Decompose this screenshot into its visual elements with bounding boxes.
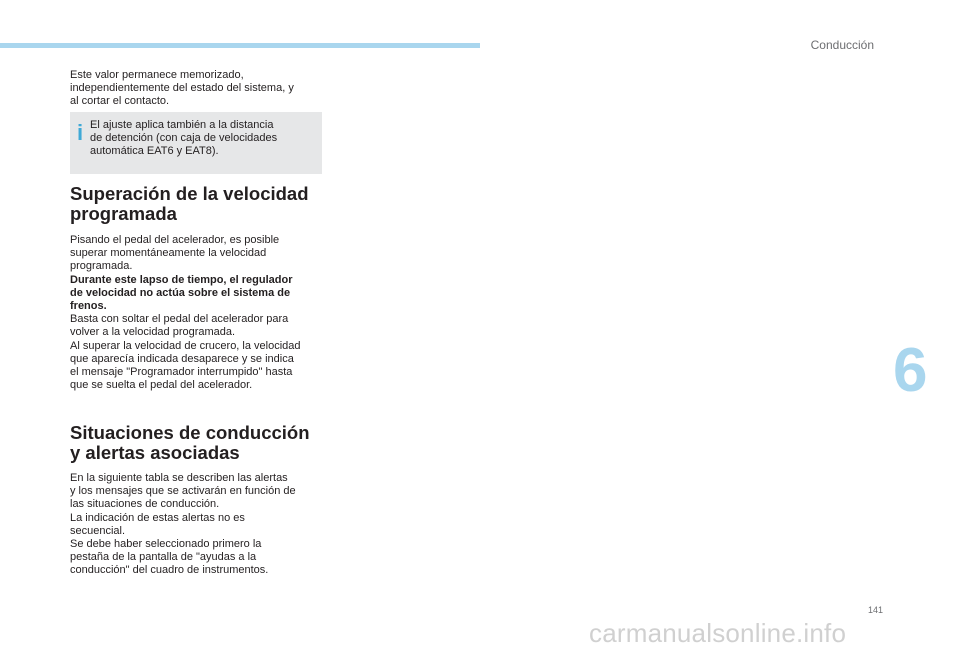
body-line: superar momentáneamente la velocidad <box>70 247 267 260</box>
info-icon: i <box>77 120 84 145</box>
body-line: volver a la velocidad programada. <box>70 326 236 339</box>
body-line: que aparecía indicada desaparece y se indica <box>70 352 294 365</box>
body-line: secuencial. <box>70 524 126 537</box>
section-name: Conducción <box>810 38 874 52</box>
info-note <box>70 112 322 174</box>
body-line-bold: de velocidad no actúa sobre el sistema de <box>70 286 291 299</box>
intro-paragraph <box>70 69 326 109</box>
note-line: de detención (con caja de velocidades <box>90 132 278 145</box>
note-line: automática EAT6 y EAT8). <box>90 145 219 158</box>
body-line: Basta con soltar el pedal del acelerador para <box>70 313 289 326</box>
header-accent-bar <box>0 43 480 48</box>
heading-line: programada <box>70 202 177 224</box>
page-number: 141 <box>868 605 884 615</box>
section-heading-speed-override <box>70 184 330 223</box>
body-line: las situaciones de conducción. <box>70 498 220 511</box>
note-line: El ajuste aplica también a la distancia <box>90 119 274 131</box>
body-line: conducción" del cuadro de instrumentos. <box>70 564 269 577</box>
body-line: que se suelta el pedal del acelerador. <box>70 379 253 392</box>
body-line: Al superar la velocidad de crucero, la velocidad <box>70 339 301 352</box>
body-line-bold: frenos. <box>70 300 107 313</box>
body-line: Se debe haber seleccionado primero la <box>70 538 262 551</box>
section2-body <box>70 472 326 578</box>
body-line-bold: Durante este lapso de tiempo, el regulador <box>70 273 293 286</box>
body-line: y los mensajes que se activarán en función de <box>70 485 296 498</box>
body-line: Pisando el pedal del acelerador, es posible <box>70 234 280 246</box>
section1-body <box>70 234 326 392</box>
watermark: carmanualsonline.info <box>589 618 847 648</box>
body-line: pestaña de la pantalla de "ayudas a la <box>70 551 257 564</box>
heading-line: Situaciones de conducción <box>70 422 310 443</box>
chapter-number: 6 <box>893 336 928 405</box>
section-heading-driving-situations <box>70 423 330 462</box>
intro-line: Este valor permanece memorizado, <box>70 69 244 81</box>
body-line: programada. <box>70 260 133 273</box>
heading-line: y alertas asociadas <box>70 441 240 463</box>
body-line: En la siguiente tabla se describen las alertas <box>70 472 288 484</box>
body-line: La indicación de estas alertas no es <box>70 511 245 524</box>
body-line: el mensaje "Programador interrumpido" hasta <box>70 366 293 379</box>
intro-line: al cortar el contacto. <box>70 95 170 108</box>
heading-line: Superación de la velocidad <box>70 183 309 204</box>
info-note-text <box>90 119 318 159</box>
intro-line: independientemente del estado del sistema, y <box>70 82 294 95</box>
